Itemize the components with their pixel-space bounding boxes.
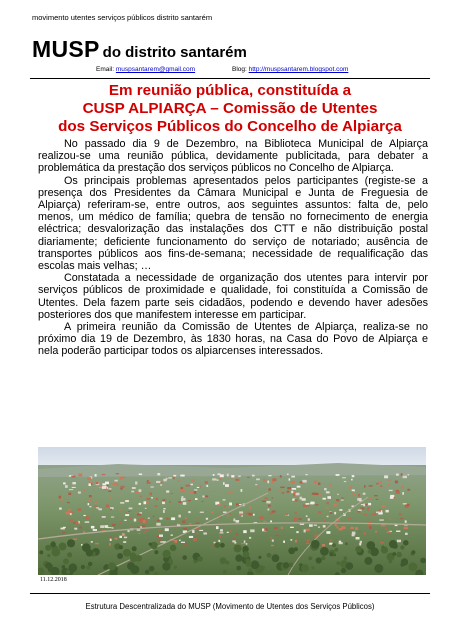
article-paragraph: A primeira reunião da Comissão de Utentes de Alpiarça, realiza-se no próximo dia 19 de Dezembro, às 1830 horas, na Casa do Povo de Alpiarça e nela poderão participar todos os alpiarcenses interessados. [38, 321, 428, 358]
headline-line-3: dos Serviços Públicos do Concelho de Alpiarça [58, 118, 402, 135]
headline-line-2: CUSP ALPIARÇA – Comissão de Utentes [82, 100, 378, 117]
organization-line: movimento utentes serviços públicos distrito santarém [32, 13, 213, 22]
contact-email [96, 66, 195, 73]
header-divider [30, 78, 430, 79]
article-paragraph: Constatada a necessidade de organização dos utentes para intervir por serviços públicos de proximidade e qualidade, foi constituída a Comissão de Utentes. Dela fazem parte seis cidadãos, podendo e devendo haver adesões posteriores dos que manifestem interesse em participar. [38, 272, 428, 321]
blog-link[interactable]: http://muspsantarem.blogspot.com [248, 66, 349, 73]
article-paragraph: Os principais problemas apresentados pelos participantes (registe-se a presença dos Presidentes da Câmara Municipal e Junta de Freguesia de Alpiarça) referiram-se, entre outros, aos seguintes assuntos: falta de, pelo menos, um médico de família; quebra de tensão no fornecimento de energia eléctrica; desvalorização das instalações dos CTT e não distribuição postal diariamente; deficiente funcionamento do serviço de notariado; ausência de transportes públicos aos fins-de-semana; necessidade de requalificação das escolas mais velhas; … [38, 174, 428, 273]
email-label: Email: [96, 66, 115, 73]
article-body [38, 138, 428, 358]
contact-blog [232, 66, 348, 73]
headline [30, 82, 430, 136]
article-paragraph: No passado dia 9 de Dezembro, na Biblioteca Municipal de Alpiarça realizou-se uma reunião pública, devidamente publicitada, para debater a problemática da prestação dos serviços públicos no Concelho de Alpiarça. [38, 138, 428, 175]
masthead-title: MUSP [32, 36, 100, 62]
masthead-subtitle: do distrito santarém [102, 44, 247, 61]
footer-divider [30, 593, 430, 594]
headline-line-1: Em reunião pública, constituída a [108, 82, 352, 99]
footer-text: Estrutura Descentralizada do MUSP (Movimento de Utentes dos Serviços Públicos) [85, 602, 375, 611]
aerial-town-photo [38, 447, 426, 575]
blog-label: Blog: [232, 66, 247, 73]
photo-date: 11.12.2018 [40, 577, 67, 583]
email-link[interactable]: muspsantarem@gmail.com [115, 66, 196, 73]
masthead [32, 36, 247, 63]
